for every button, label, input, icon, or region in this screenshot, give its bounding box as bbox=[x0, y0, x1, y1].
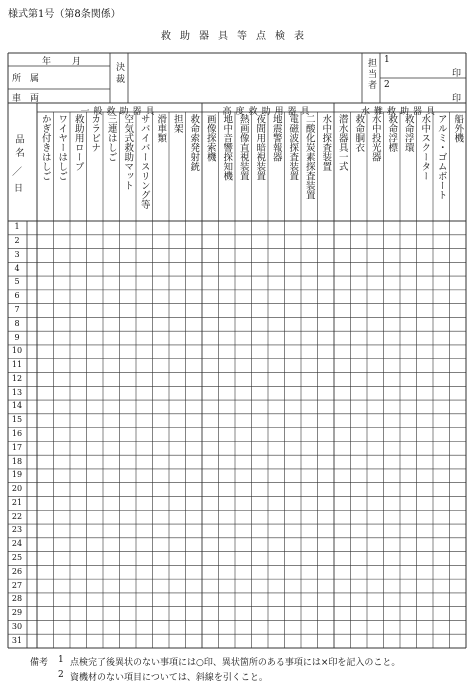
day-number-3: 3 bbox=[14, 249, 20, 259]
column-header-6: 空気式救助マット bbox=[122, 114, 134, 190]
day-number-30: 30 bbox=[11, 621, 23, 631]
note-2-text: 資機材のない項目については、斜線を引くこと。 bbox=[70, 673, 268, 683]
column-header-15: 地震警報器 bbox=[270, 114, 282, 162]
day-number-27: 27 bbox=[11, 580, 23, 590]
day-number-26: 26 bbox=[11, 566, 23, 576]
day-number-2: 2 bbox=[14, 236, 20, 246]
column-header-20: 救命胴衣 bbox=[353, 114, 365, 152]
person-1-num: 1 bbox=[384, 55, 390, 65]
column-header-19: 潜水器具一式 bbox=[336, 114, 348, 171]
person-label: 担当者 bbox=[366, 58, 376, 91]
note-2-num: 2 bbox=[58, 670, 64, 680]
day-number-20: 20 bbox=[11, 484, 23, 494]
day-number-24: 24 bbox=[11, 539, 23, 549]
form-number: 様式第1号（第8条関係） bbox=[8, 9, 121, 20]
day-number-19: 19 bbox=[11, 470, 23, 480]
notes-label: 備考 bbox=[30, 658, 49, 668]
day-number-25: 25 bbox=[11, 552, 23, 562]
approval-label: 決裁 bbox=[114, 62, 124, 86]
column-header-5: 三連はしご bbox=[105, 114, 117, 162]
column-header-16: 電磁波探査装置 bbox=[287, 114, 299, 181]
column-header-12: 地中音響探知機 bbox=[221, 114, 233, 181]
column-header-23: 救命浮環 bbox=[402, 114, 414, 152]
day-number-6: 6 bbox=[14, 291, 20, 301]
day-number-14: 14 bbox=[11, 401, 23, 411]
person-2-num: 2 bbox=[384, 80, 390, 90]
day-number-11: 11 bbox=[11, 360, 23, 370]
day-number-17: 17 bbox=[11, 442, 23, 452]
column-header-26: 船外機 bbox=[452, 114, 464, 143]
day-number-9: 9 bbox=[14, 332, 20, 342]
day-number-12: 12 bbox=[11, 373, 23, 383]
person-1-seal: 印 bbox=[452, 69, 462, 79]
column-header-21: 水中投光器 bbox=[369, 114, 381, 162]
day-number-16: 16 bbox=[11, 429, 23, 438]
day-number-23: 23 bbox=[11, 525, 23, 535]
corner-item-label: 品名 bbox=[13, 134, 24, 161]
group-label-1: 一般救助器具 bbox=[80, 106, 159, 117]
day-number-15: 15 bbox=[11, 415, 23, 425]
page-title: 救助器具等点検表 bbox=[161, 31, 313, 42]
day-number-4: 4 bbox=[14, 263, 20, 273]
column-header-10: 救命索発射銃 bbox=[188, 114, 200, 171]
day-number-8: 8 bbox=[14, 318, 20, 328]
column-header-18: 水中探査装置 bbox=[320, 114, 332, 171]
day-number-21: 21 bbox=[11, 497, 23, 507]
group-label-2: 高度救助用器具 bbox=[222, 106, 314, 117]
day-number-22: 22 bbox=[11, 511, 23, 521]
column-header-1: かぎ付きはしご bbox=[39, 114, 51, 181]
column-header-17: 二酸化炭素探査装置 bbox=[303, 114, 315, 200]
day-number-5: 5 bbox=[14, 277, 20, 287]
column-header-9: 担架 bbox=[171, 114, 183, 133]
month-label: 月 bbox=[72, 57, 82, 67]
column-header-13: 熱画像直視装置 bbox=[237, 114, 249, 181]
column-header-4: カラビナ bbox=[89, 114, 101, 152]
day-number-29: 29 bbox=[11, 608, 23, 618]
column-header-11: 画像探索機 bbox=[204, 114, 216, 162]
column-header-3: 救助用ロープ bbox=[72, 114, 84, 171]
day-number-7: 7 bbox=[14, 305, 20, 315]
day-number-10: 10 bbox=[11, 346, 23, 356]
dept-label: 所 属 bbox=[12, 74, 40, 84]
column-header-2: ワイヤーはしご bbox=[56, 114, 68, 181]
corner-slash: ／ bbox=[12, 167, 22, 178]
day-number-18: 18 bbox=[11, 456, 23, 466]
day-number-31: 31 bbox=[11, 635, 23, 645]
corner-day-label: 日 bbox=[14, 184, 24, 194]
column-header-14: 夜間用暗視装置 bbox=[254, 114, 266, 181]
group-label-3: 水難救助器具 bbox=[360, 106, 439, 117]
column-header-25: アルミ・ゴムボート bbox=[435, 114, 447, 200]
vehicle-label: 車 両 bbox=[12, 94, 40, 104]
column-header-8: 滑車類 bbox=[155, 114, 167, 143]
day-number-13: 13 bbox=[11, 387, 23, 397]
day-number-28: 28 bbox=[11, 594, 23, 604]
year-label: 年 bbox=[42, 57, 52, 67]
note-1-text: 点検完了後異状のない事項には○印、異状箇所のある事項には×印を記入のこと。 bbox=[70, 658, 401, 668]
day-number-1: 1 bbox=[14, 222, 20, 232]
column-header-7: サバイバースリング等 bbox=[138, 114, 150, 209]
column-header-24: 水中スクーター bbox=[419, 114, 431, 181]
column-header-22: 救命浮標 bbox=[386, 114, 398, 152]
person-2-seal: 印 bbox=[452, 94, 462, 104]
note-1-num: 1 bbox=[58, 655, 64, 665]
